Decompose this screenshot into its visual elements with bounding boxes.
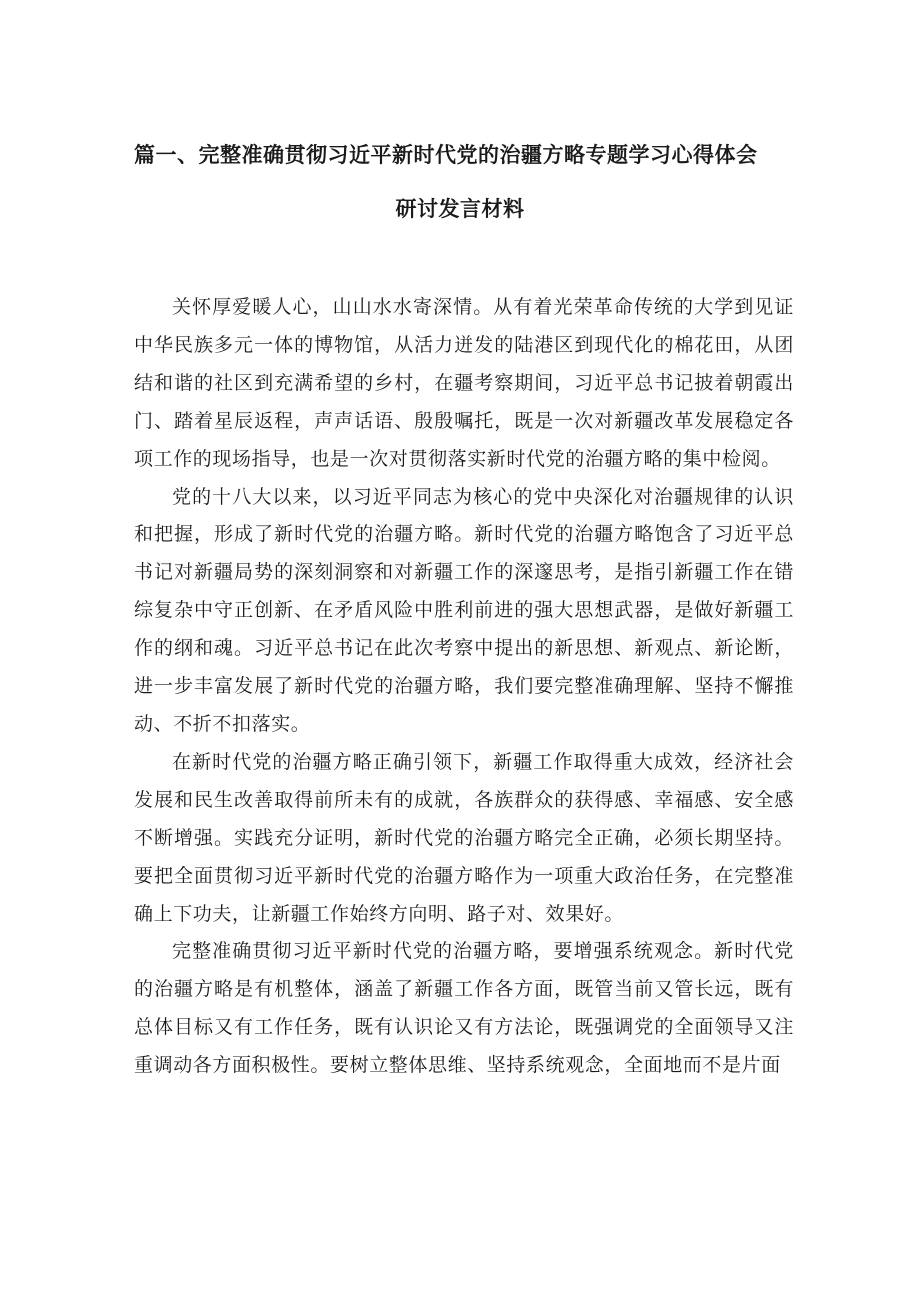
document-title: 篇一、完整准确贯彻习近平新时代党的治疆方略专题学习心得体会 <box>134 143 758 167</box>
paragraph-1: 关怀厚爱暖人心，山山水水寄深情。从有着光荣革命传统的大学到见证中华民族多元一体的博物馆，从活力迸发的陆港区到现代化的棉花田，从团结和谐的社区到充满希望的乡村，在疆考察期间，习近平总书记披着朝霞出门、踏着星辰返程，声声话语、殷殷嘱托，既是一次对新疆改革发展稳定各项工作的现场指导，也是一次对贯彻落实新时代党的治疆方略的集中检阅。 <box>134 296 794 470</box>
document-subtitle: 研讨发言材料 <box>395 197 525 221</box>
paragraph-2: 党的十八大以来，以习近平同志为核心的党中央深化对治疆规律的认识和把握，形成了新时代党的治疆方略。新时代党的治疆方略饱含了习近平总书记对新疆局势的深刻洞察和对新疆工作的深邃思考，是指引新疆工作在错综复杂中守正创新、在矛盾风险中胜利前进的强大思想武器，是做好新疆工作的纲和魂。习近平总书记在此次考察中提出的新思想、新观点、新论断，进一步丰富发展了新时代党的治疆方略，我们要完整准确理解、坚持不懈推动、不折不扣落实。 <box>134 485 794 735</box>
document-body <box>134 289 794 1085</box>
paragraph-3: 在新时代党的治疆方略正确引领下，新疆工作取得重大成效，经济社会发展和民生改善取得前所未有的成就，各族群众的获得感、幸福感、安全感不断增强。实践充分证明，新时代党的治疆方略完全正确，必须长期坚持。要把全面贯彻习近平新时代党的治疆方略作为一项重大政治任务，在完整准确上下功夫，让新疆工作始终方向明、路子对、效果好。 <box>134 750 794 925</box>
paragraph-4: 完整准确贯彻习近平新时代党的治疆方略，要增强系统观念。新时代党的治疆方略是有机整体，涵盖了新疆工作各方面，既管当前又管长远，既有总体目标又有工作任务，既有认识论又有方法论，既强调党的全面领导又注重调动各方面积极性。要树立整体思维、坚持系统观念，全面地而不是片面 <box>134 940 794 1077</box>
